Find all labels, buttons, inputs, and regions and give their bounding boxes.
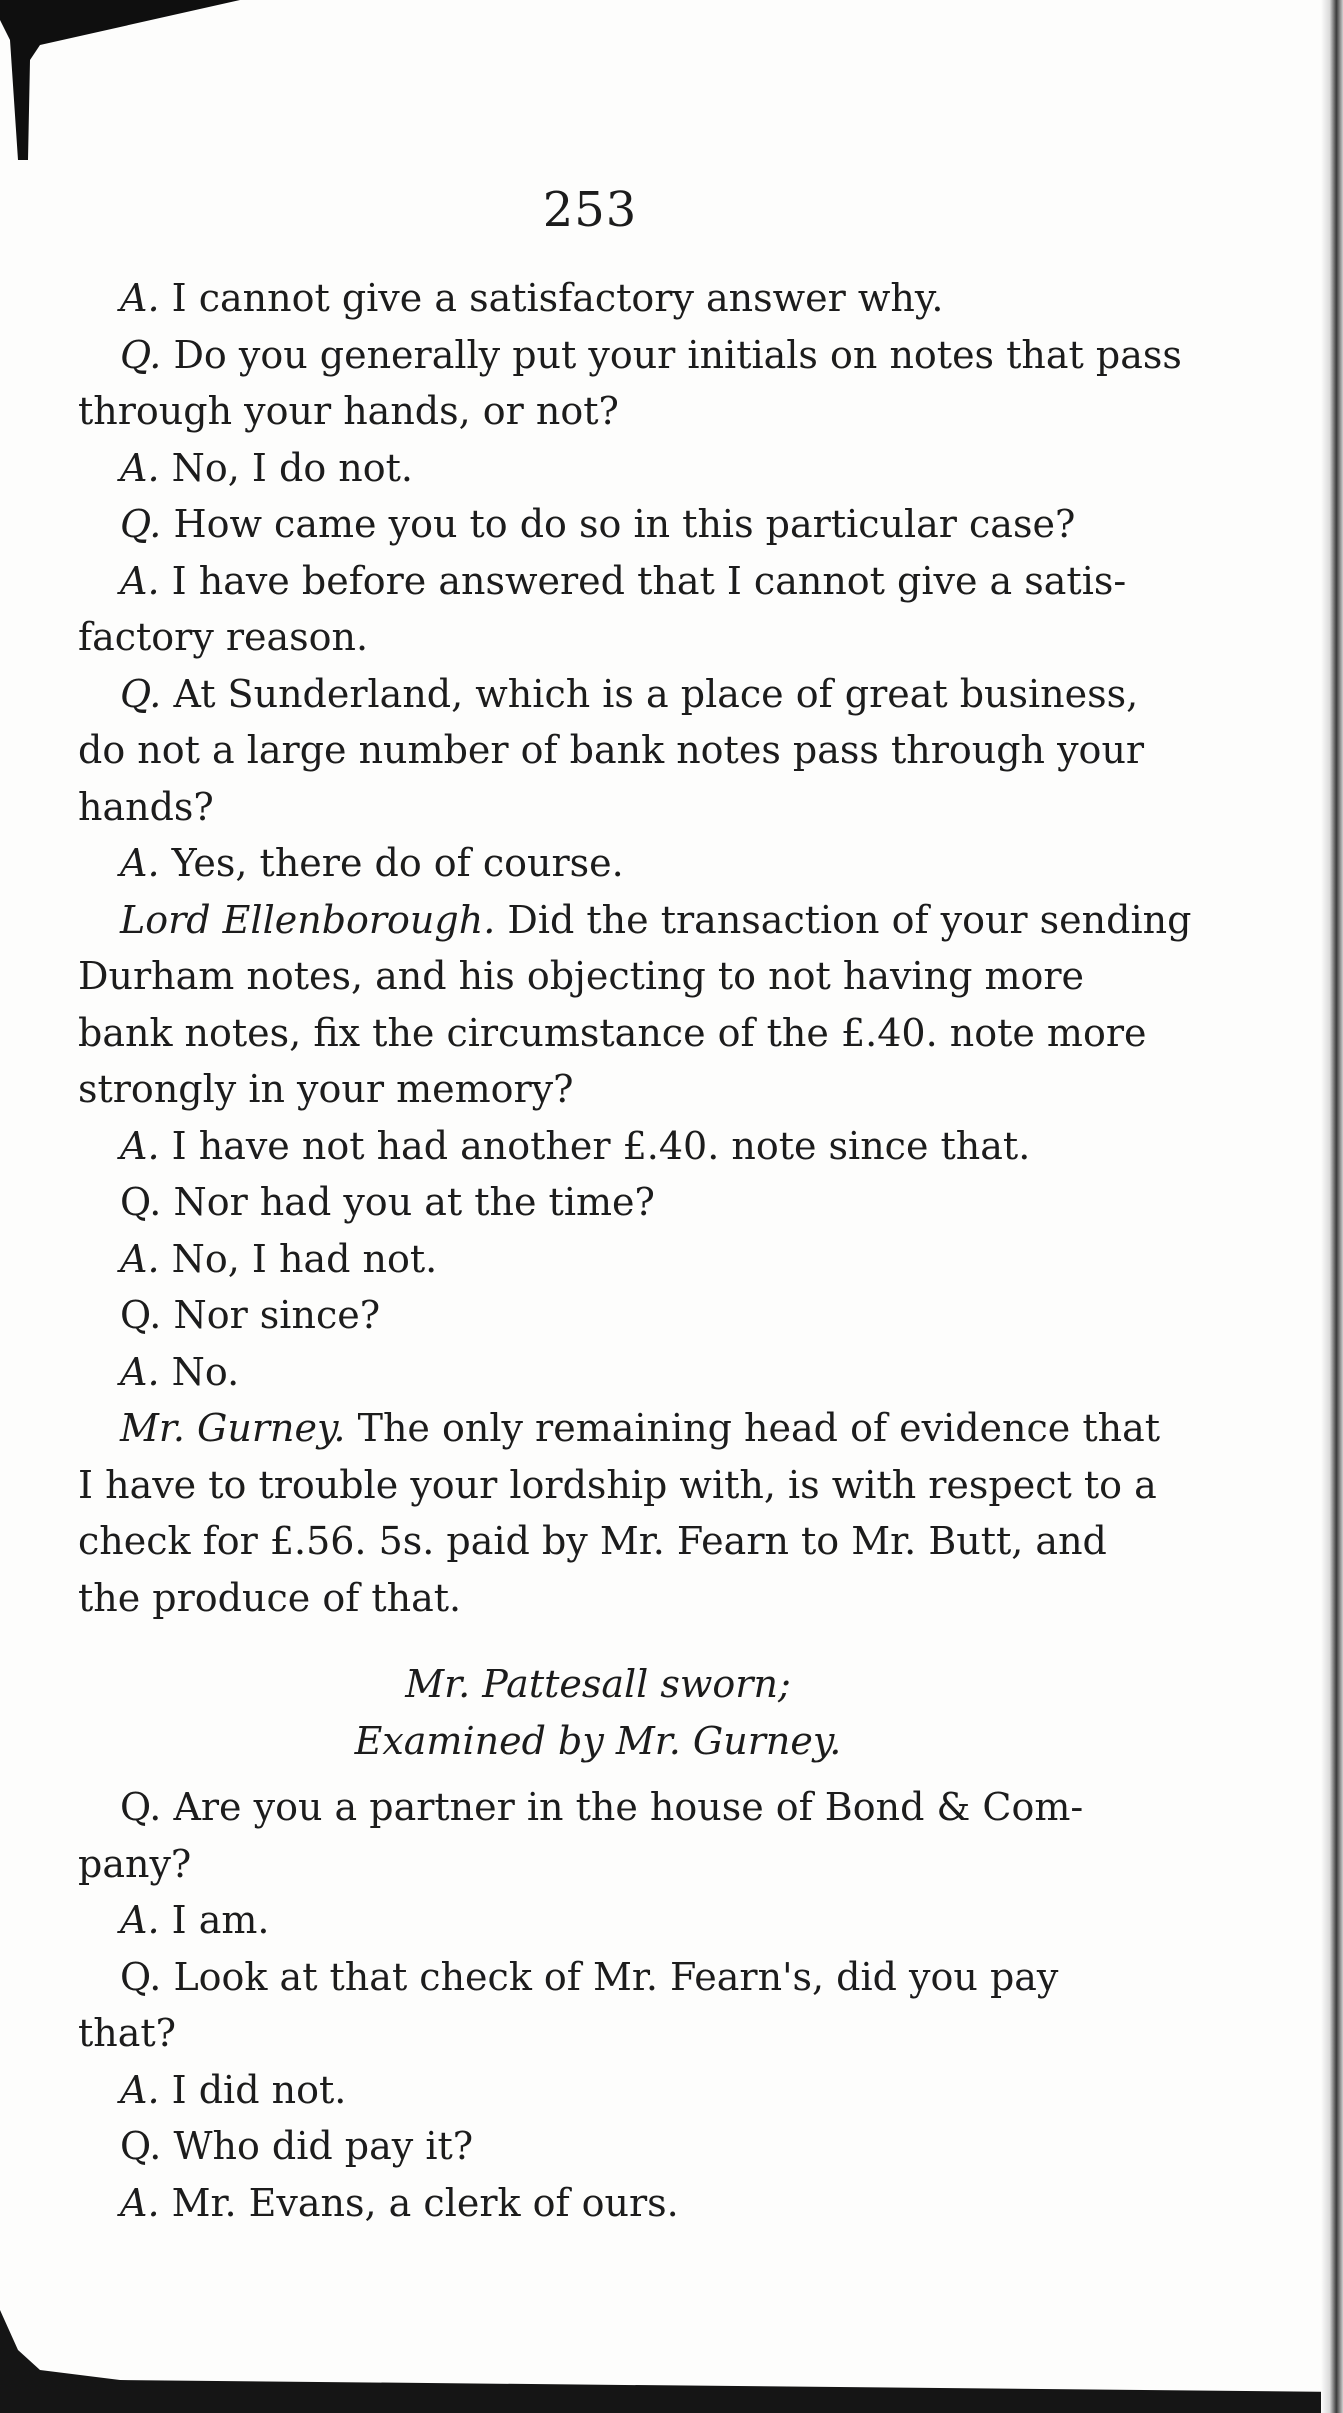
spacer — [78, 1626, 1118, 1656]
line-text: The only remaining head of evidence that — [357, 1406, 1161, 1450]
speaker-label: A. — [120, 2180, 160, 2225]
text-line — [78, 1400, 1161, 1457]
line-text: hands? — [78, 784, 214, 829]
page-binding-edge — [1321, 0, 1343, 2413]
text-line — [78, 1118, 1118, 1175]
speaker-label: Q. — [120, 671, 162, 716]
speaker-label: Mr. Gurney. — [120, 1406, 346, 1450]
text-line — [78, 1892, 1118, 1949]
text-line — [78, 1174, 1118, 1231]
page-corner-shadow-top-left — [0, 0, 240, 160]
line-text: pany? — [78, 1841, 192, 1886]
text-line — [78, 553, 1127, 610]
line-text: bank notes, fix the circumstance of the £.40. note more — [78, 1010, 1147, 1055]
line-text: strongly in your memory? — [78, 1067, 574, 1111]
text-line — [78, 948, 1118, 1005]
text-line — [78, 270, 1118, 327]
line-text: Nor since? — [173, 1293, 381, 1337]
speaker-label: Q. — [120, 332, 162, 377]
line-text: factory reason. — [78, 615, 369, 659]
line-text: Did the transaction of your sending — [507, 897, 1192, 942]
line-text: Yes, there do of course. — [171, 841, 624, 885]
line-text: check for £.56. 5s. paid by Mr. Fearn to Mr. Butt, and — [78, 1519, 1107, 1563]
text-line — [78, 1005, 1147, 1062]
text-line — [78, 2005, 1118, 2062]
line-text: I cannot give a satisfactory answer why. — [171, 276, 944, 320]
speaker-label: A. — [120, 1236, 160, 1281]
speaker-label: Q. — [120, 502, 162, 546]
text-line — [78, 1231, 1118, 1288]
speaker-label: A. — [120, 558, 160, 603]
speaker-label: A. — [120, 276, 160, 320]
line-text: the produce of that. — [78, 1575, 462, 1620]
line-text: No. — [171, 1349, 240, 1394]
text-line — [78, 722, 1145, 779]
page-corner-shadow-bottom-left — [0, 2310, 1343, 2413]
text-line — [78, 1344, 1118, 1401]
line-text: Mr. Evans, a clerk of ours. — [171, 2180, 679, 2225]
line-text: Do you generally put your initials on notes that pass — [173, 332, 1182, 377]
line-text: Who did pay it? — [173, 2124, 474, 2168]
line-text: At Sunderland, which is a place of great business, — [173, 671, 1139, 716]
text-line — [78, 1061, 1118, 1118]
speaker-label: A. — [120, 841, 160, 885]
line-text: do not a large number of bank notes pass through your — [78, 728, 1145, 772]
line-text: How came you to do so in this particular case? — [173, 502, 1076, 546]
speaker-label: Lord Ellenborough. — [120, 897, 496, 942]
section-heading-sworn: Mr. Pattesall sworn; — [405, 1662, 791, 1706]
text-line — [78, 1513, 1118, 1570]
line-text: No, I had not. — [171, 1236, 438, 1281]
text-line — [78, 440, 1118, 497]
speaker-label: A. — [120, 445, 160, 490]
text-line — [78, 779, 1118, 836]
text-line — [78, 1836, 1118, 1893]
text-line — [78, 1457, 1157, 1514]
speaker-label: A. — [120, 2067, 160, 2112]
line-text: I did not. — [171, 2067, 347, 2112]
line-text: I have to trouble your lordship with, is with respect to a — [78, 1462, 1157, 1507]
text-line — [78, 892, 1192, 949]
text-line — [78, 2062, 1118, 2119]
speaker-label: Q. — [120, 1785, 162, 1829]
page-body — [78, 270, 1192, 2231]
spacer — [78, 1769, 1118, 1779]
speaker-label: Q. — [120, 1180, 162, 1224]
speaker-label: A. — [120, 1123, 160, 1168]
line-text: that? — [78, 2011, 177, 2055]
speaker-label: Q. — [120, 1954, 162, 1999]
text-line — [78, 1949, 1118, 2006]
speaker-label: A. — [120, 1898, 160, 1942]
speaker-label: A. — [120, 1349, 160, 1394]
speaker-label: Q. — [120, 1293, 162, 1337]
text-line — [78, 1570, 1118, 1627]
speaker-label: Q. — [120, 2124, 162, 2168]
line-text: No, I do not. — [171, 445, 413, 490]
text-line — [78, 1779, 1118, 1836]
text-line — [78, 327, 1182, 384]
line-text: I am. — [171, 1898, 270, 1942]
text-line — [78, 2118, 1118, 2175]
section-heading-examined: Examined by Mr. Gurney. — [354, 1718, 842, 1763]
text-line — [78, 666, 1139, 723]
text-line — [78, 2175, 1118, 2232]
line-text: I have before answered that I cannot give a satis- — [171, 558, 1127, 603]
line-text: I have not had another £.40. note since that. — [171, 1123, 1031, 1168]
line-text: through your hands, or not? — [78, 389, 619, 433]
line-text: Durham notes, and his objecting to not having more — [78, 954, 1085, 998]
line-text: Look at that check of Mr. Fearn's, did you pay — [173, 1954, 1059, 1999]
line-text: Nor had you at the time? — [173, 1180, 655, 1224]
text-line — [78, 383, 1118, 440]
text-line — [78, 609, 1118, 666]
text-line — [78, 1287, 1118, 1344]
text-line — [78, 496, 1118, 553]
line-text: Are you a partner in the house of Bond & Com- — [173, 1785, 1084, 1829]
page-number: 253 — [542, 182, 638, 238]
text-line — [78, 835, 1118, 892]
